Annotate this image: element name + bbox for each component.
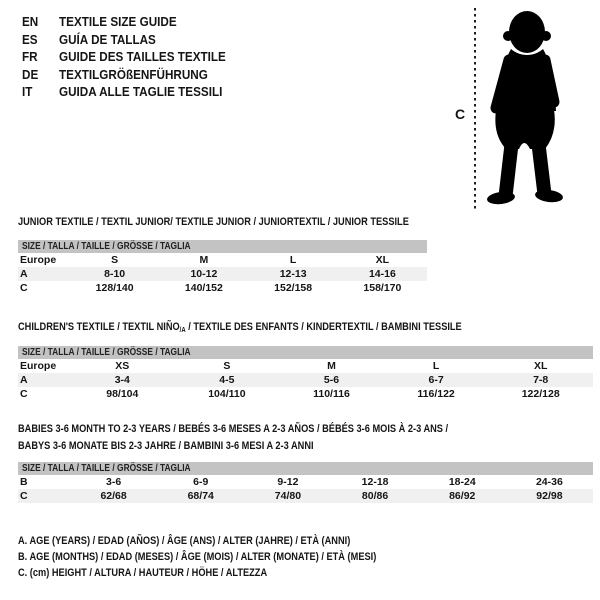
table-cell: 18-24 <box>448 476 476 488</box>
table-cell: 7-8 <box>533 374 549 386</box>
table-cell: 116/122 <box>417 388 455 400</box>
babies-table-title: BABIES 3-6 MONTH TO 2-3 YEARS / BEBÉS 3-6 MESES A 2-3 AÑOS / BÉBÉS 3-6 MOIS À 2-3 ANS / BABYS 3-6 MONATE BIS 2-3 JAHRE / BAMBINI 3-6 MESI A 2-3 ANNI <box>18 423 449 452</box>
table-cell: 10-12 <box>190 268 218 280</box>
table-cell: XL <box>375 254 390 266</box>
table-row <box>18 253 427 267</box>
row-label: B <box>20 476 28 488</box>
legend-line-c: C. (cm) HEIGHT / ALTURA / HAUTEUR / HÖHE / ALTEZZA <box>18 567 268 579</box>
table-cell: 128/140 <box>95 282 134 294</box>
size-header-band: SIZE / TALLA / TAILLE / GRÖSSE / TAGLIA <box>18 346 593 359</box>
junior-table-title: JUNIOR TEXTILE / TEXTIL JUNIOR/ TEXTILE JUNIOR / JUNIORTEXTIL / JUNIOR TESSILE <box>18 216 409 228</box>
table-row <box>18 373 593 387</box>
table-cell: 8-10 <box>104 268 126 280</box>
row-label: C <box>20 282 28 294</box>
legend-line-a: A. AGE (YEARS) / EDAD (AÑOS) / ÂGE (ANS) / ALTER (JAHRE) / ETÀ (ANNI) <box>18 535 351 547</box>
baby-silhouette-icon <box>482 8 568 208</box>
legend-line-b: B. AGE (MONTHS) / EDAD (MESES) / ÂGE (MOIS) / ALTER (MONATE) / ETÀ (MESI) <box>18 551 377 563</box>
language-code: EN <box>22 14 39 30</box>
table-cell: 12-18 <box>361 476 389 488</box>
language-row-es <box>22 31 244 49</box>
size-header-band: SIZE / TALLA / TAILLE / GRÖSSE / TAGLIA <box>18 240 427 253</box>
table-cell: 92/98 <box>536 490 563 502</box>
row-label: A <box>20 374 28 386</box>
language-row-fr <box>22 48 244 66</box>
table-cell: 68/74 <box>187 490 214 502</box>
table-cell: XS <box>115 360 130 372</box>
table-cell: S <box>223 360 231 372</box>
table-cell: L <box>289 254 297 266</box>
row-label: C <box>20 388 28 400</box>
table-cell: 14-16 <box>368 268 396 280</box>
language-title: GUIDA ALLE TAGLIE TESSILI <box>59 84 223 100</box>
language-title: GUÍA DE TALLAS <box>59 31 156 47</box>
table-cell: 74/80 <box>274 490 302 502</box>
size-header-band: SIZE / TALLA / TAILLE / GRÖSSE / TAGLIA <box>18 462 593 475</box>
table-cell: M <box>199 254 209 266</box>
language-row-de <box>22 66 244 84</box>
table-cell: 6-7 <box>428 374 444 386</box>
junior-table <box>18 240 427 295</box>
table-cell: L <box>432 360 440 372</box>
table-cell: M <box>327 360 336 372</box>
language-code: FR <box>22 49 38 65</box>
table-cell: 104/110 <box>208 388 246 400</box>
language-header <box>22 13 244 101</box>
junior-table-body <box>18 253 427 295</box>
row-label: A <box>20 268 28 280</box>
language-code: ES <box>22 31 38 47</box>
table-row <box>18 475 593 489</box>
table-cell: 5-6 <box>323 374 340 386</box>
height-measure-dotted-line <box>474 8 476 210</box>
table-cell: 110/116 <box>313 388 350 400</box>
row-label: Europe <box>20 360 57 372</box>
legend <box>18 533 445 581</box>
row-label: Europe <box>20 254 57 266</box>
table-row <box>18 267 427 281</box>
table-cell: 86/92 <box>449 490 476 502</box>
babies-table-body <box>18 475 593 503</box>
language-code: DE <box>22 66 39 82</box>
table-cell: 3-6 <box>105 476 122 488</box>
table-cell: 62/68 <box>100 490 127 502</box>
table-cell: 4-5 <box>219 374 235 386</box>
table-row <box>18 281 427 295</box>
table-cell: 24-36 <box>535 476 563 488</box>
table-cell: 80/86 <box>361 490 389 502</box>
table-cell: S <box>111 254 119 266</box>
table-cell: 3-4 <box>114 374 130 386</box>
language-row-en <box>22 13 244 31</box>
babies-table <box>18 462 593 503</box>
table-cell: 158/170 <box>363 282 402 294</box>
children-table <box>18 346 593 401</box>
table-cell: 12-13 <box>279 268 307 280</box>
row-label: C <box>20 490 28 502</box>
children-table-body <box>18 359 593 401</box>
table-cell: 6-9 <box>193 476 209 488</box>
table-cell: 9-12 <box>277 476 299 488</box>
title-subscript: /A <box>179 325 186 334</box>
language-title: TEXTILE SIZE GUIDE <box>59 14 177 30</box>
height-label-c: C <box>455 106 466 122</box>
table-cell: XL <box>533 360 548 372</box>
table-cell: 122/128 <box>521 388 560 400</box>
language-code: IT <box>22 84 33 100</box>
table-cell: 152/158 <box>274 282 313 294</box>
table-cell: 98/104 <box>106 388 139 400</box>
language-title: TEXTILGRÖßENFÜHRUNG <box>59 66 208 82</box>
table-row <box>18 489 593 503</box>
table-cell: 140/152 <box>184 282 223 294</box>
language-row-it <box>22 83 244 101</box>
table-row <box>18 387 593 401</box>
language-title: GUIDE DES TAILLES TEXTILE <box>59 49 226 65</box>
table-row <box>18 359 593 373</box>
children-table-title: CHILDREN'S TEXTILE / TEXTIL $NIÑO_{/A}$ / TEXTILE DES ENFANTS / KINDERTEXTIL / BAMBINI TESSILE <box>18 321 462 334</box>
